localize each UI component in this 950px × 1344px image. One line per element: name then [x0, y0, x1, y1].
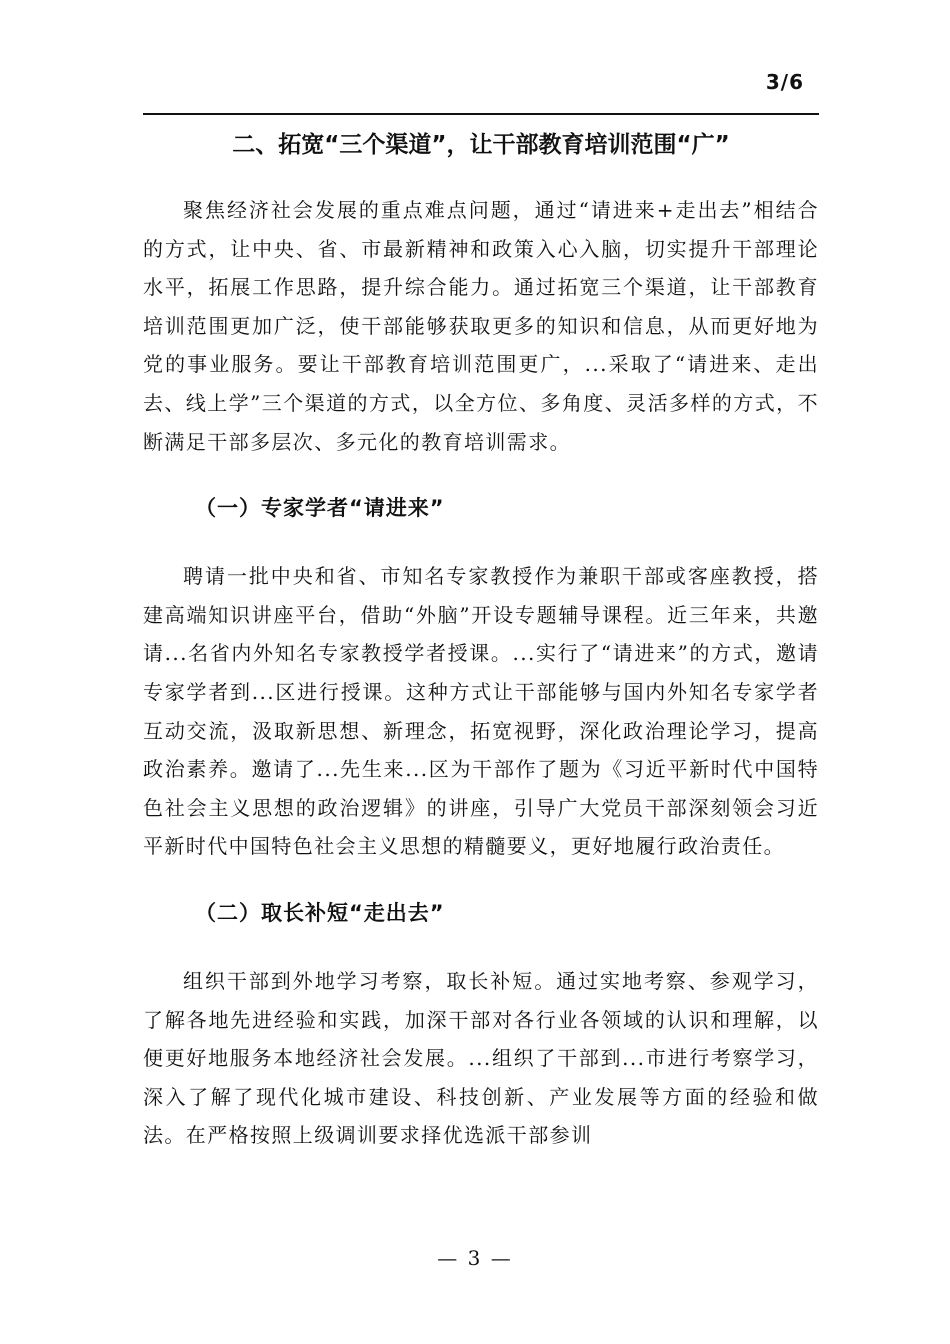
header-divider: [143, 113, 819, 115]
footer-page-number: — 3 —: [437, 1246, 513, 1270]
subsection-heading-1: （一）专家学者“请进来”: [195, 496, 445, 521]
document-body: [143, 128, 819, 1155]
subsection-paragraph-2: 组织干部到外地学习考察，取长补短。通过实地考察、参观学习，了解各地先进经验和实践，加深干部对各行业各领域的认识和理解，以便更好地服务本地经济社会发展。...组织了干部到...市进行考察学习，深入了解了现代化城市建设、科技创新、产业发展等方面的经验和做法。在严格按照上级调训要求择优选派干部参训: [143, 968, 819, 1148]
subsection-heading-2: （二）取长补短“走出去”: [195, 900, 445, 925]
page-counter: 3/6: [765, 70, 804, 94]
section-title: 二、拓宽“三个渠道”，让干部教育培训范围“广”: [232, 132, 730, 158]
subsection-paragraph-1: 聘请一批中央和省、市知名专家教授作为兼职干部或客座教授，搭建高端知识讲座平台，借助“外脑”开设专题辅导课程。近三年来，共邀请...名省内外知名专家教授学者授课。...实行了“请进来”的方式，邀请专家学者到...区进行授课。这种方式让干部能够与国内外知名专家学者互动交流，汲取新思想、新理念，拓宽视野，深化政治理论学习，提高政治素养。邀请了...先生来...区为干部作了题为《习近平新时代中国特色社会主义思想的政治逻辑》的讲座，引导广大党员干部深刻领会习近平新时代中国特色社会主义思想的精髓要义，更好地履行政治责任。: [143, 564, 819, 859]
section-intro-paragraph: 聚焦经济社会发展的重点难点问题，通过“请进来+走出去”相结合的方式，让中央、省、市最新精神和政策入心入脑，切实提升干部理论水平，拓展工作思路，提升综合能力。通过拓宽三个渠道，让干部教育培训范围更加广泛，使干部能够获取更多的知识和信息，从而更好地为党的事业服务。要让干部教育培训范围更广，...采取了“请进来、走出去、线上学”三个渠道的方式，以全方位、多角度、灵活多样的方式，不断满足干部多层次、多元化的教育培训需求。: [143, 198, 819, 454]
